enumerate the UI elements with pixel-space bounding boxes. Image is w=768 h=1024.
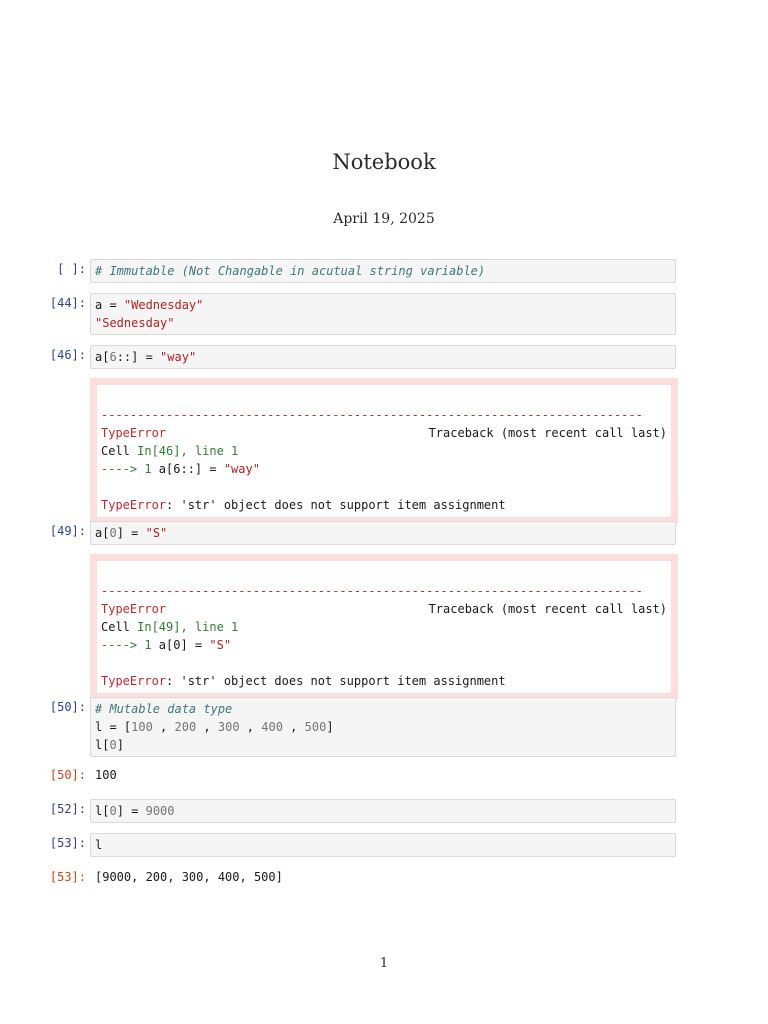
code-text: , bbox=[196, 720, 218, 734]
code-string: "Sednesday" bbox=[95, 316, 175, 330]
code-comment: # Immutable (Not Changable in acutual string variable) bbox=[95, 264, 486, 278]
code-text: l = [ bbox=[95, 720, 132, 734]
code-text: l[ bbox=[95, 804, 110, 818]
code-text: l[ bbox=[95, 738, 110, 752]
code-number: 300 bbox=[217, 720, 240, 734]
cell-reference: In[46], line 1 bbox=[137, 444, 239, 458]
code-text: ] = bbox=[116, 526, 146, 540]
page-title: Notebook bbox=[332, 150, 436, 174]
code-text: ] bbox=[326, 720, 334, 734]
code-text: a[ bbox=[95, 350, 110, 364]
input-prompt: [44]: bbox=[49, 296, 86, 310]
code-text: ::] = bbox=[116, 350, 161, 364]
code-text: l bbox=[95, 838, 103, 852]
code-number: 100 bbox=[131, 720, 153, 734]
traceback-code: a[0] = bbox=[158, 638, 210, 652]
cell-reference: In[49], line 1 bbox=[137, 620, 239, 634]
code-number: 200 bbox=[174, 720, 197, 734]
code-comment: # Mutable data type bbox=[95, 702, 233, 716]
code-string: "S" bbox=[145, 526, 168, 540]
code-cell[interactable] bbox=[90, 521, 676, 545]
code-number: 400 bbox=[261, 720, 283, 734]
code-number: 0 bbox=[109, 804, 117, 818]
cell-label: Cell bbox=[101, 620, 138, 634]
code-number: 6 bbox=[109, 350, 117, 364]
code-text: , bbox=[239, 720, 262, 734]
traceback-divider: --------------------------------------------------------------------------- bbox=[101, 584, 643, 598]
code-text: a[ bbox=[95, 526, 110, 540]
code-number: 500 bbox=[304, 720, 327, 734]
code-string: "Wednesday" bbox=[123, 298, 204, 312]
error-message: : 'str' object does not support item assignment bbox=[166, 498, 506, 512]
input-prompt: [50]: bbox=[49, 700, 86, 714]
error-output bbox=[90, 378, 678, 524]
traceback-divider: --------------------------------------------------------------------------- bbox=[101, 408, 643, 422]
traceback-arrow: ----> 1 bbox=[101, 462, 159, 476]
error-type: TypeError bbox=[101, 674, 167, 688]
traceback-label: Traceback (most recent call last) bbox=[428, 602, 667, 616]
code-string: "way" bbox=[160, 350, 197, 364]
code-cell[interactable] bbox=[90, 345, 676, 369]
input-prompt: [52]: bbox=[49, 802, 86, 816]
code-number: 0 bbox=[109, 738, 117, 752]
code-cell[interactable] bbox=[90, 833, 676, 857]
input-prompt: [53]: bbox=[49, 836, 86, 850]
code-number: 9000 bbox=[145, 804, 175, 818]
code-text: ] bbox=[116, 738, 124, 752]
code-text: a = bbox=[95, 298, 124, 312]
output-text: 100 bbox=[95, 768, 117, 782]
page-number: 1 bbox=[379, 956, 389, 971]
input-prompt: [ ]: bbox=[57, 262, 86, 276]
document-date: April 19, 2025 bbox=[333, 211, 435, 227]
code-string: "S" bbox=[209, 638, 232, 652]
output-prompt: [50]: bbox=[49, 768, 86, 782]
error-type: TypeError bbox=[101, 426, 167, 440]
code-cell[interactable] bbox=[90, 799, 676, 823]
error-type: TypeError bbox=[101, 602, 167, 616]
output-text: [9000, 200, 300, 400, 500] bbox=[95, 870, 283, 884]
code-number: 0 bbox=[109, 526, 117, 540]
traceback-label: Traceback (most recent call last) bbox=[428, 426, 667, 440]
code-string: "way" bbox=[223, 462, 260, 476]
code-text: , bbox=[282, 720, 305, 734]
traceback-code: a[6::] = bbox=[158, 462, 224, 476]
input-prompt: [49]: bbox=[49, 524, 86, 538]
error-message: : 'str' object does not support item assignment bbox=[166, 674, 506, 688]
code-cell[interactable] bbox=[90, 293, 676, 335]
code-cell[interactable] bbox=[90, 697, 676, 757]
input-prompt: [46]: bbox=[49, 348, 86, 362]
code-text: , bbox=[152, 720, 175, 734]
error-type: TypeError bbox=[101, 498, 167, 512]
output-prompt: [53]: bbox=[49, 870, 86, 884]
code-cell[interactable] bbox=[90, 259, 676, 283]
cell-label: Cell bbox=[101, 444, 138, 458]
code-text: ] = bbox=[116, 804, 146, 818]
traceback-arrow: ----> 1 bbox=[101, 638, 159, 652]
error-output bbox=[90, 554, 678, 700]
